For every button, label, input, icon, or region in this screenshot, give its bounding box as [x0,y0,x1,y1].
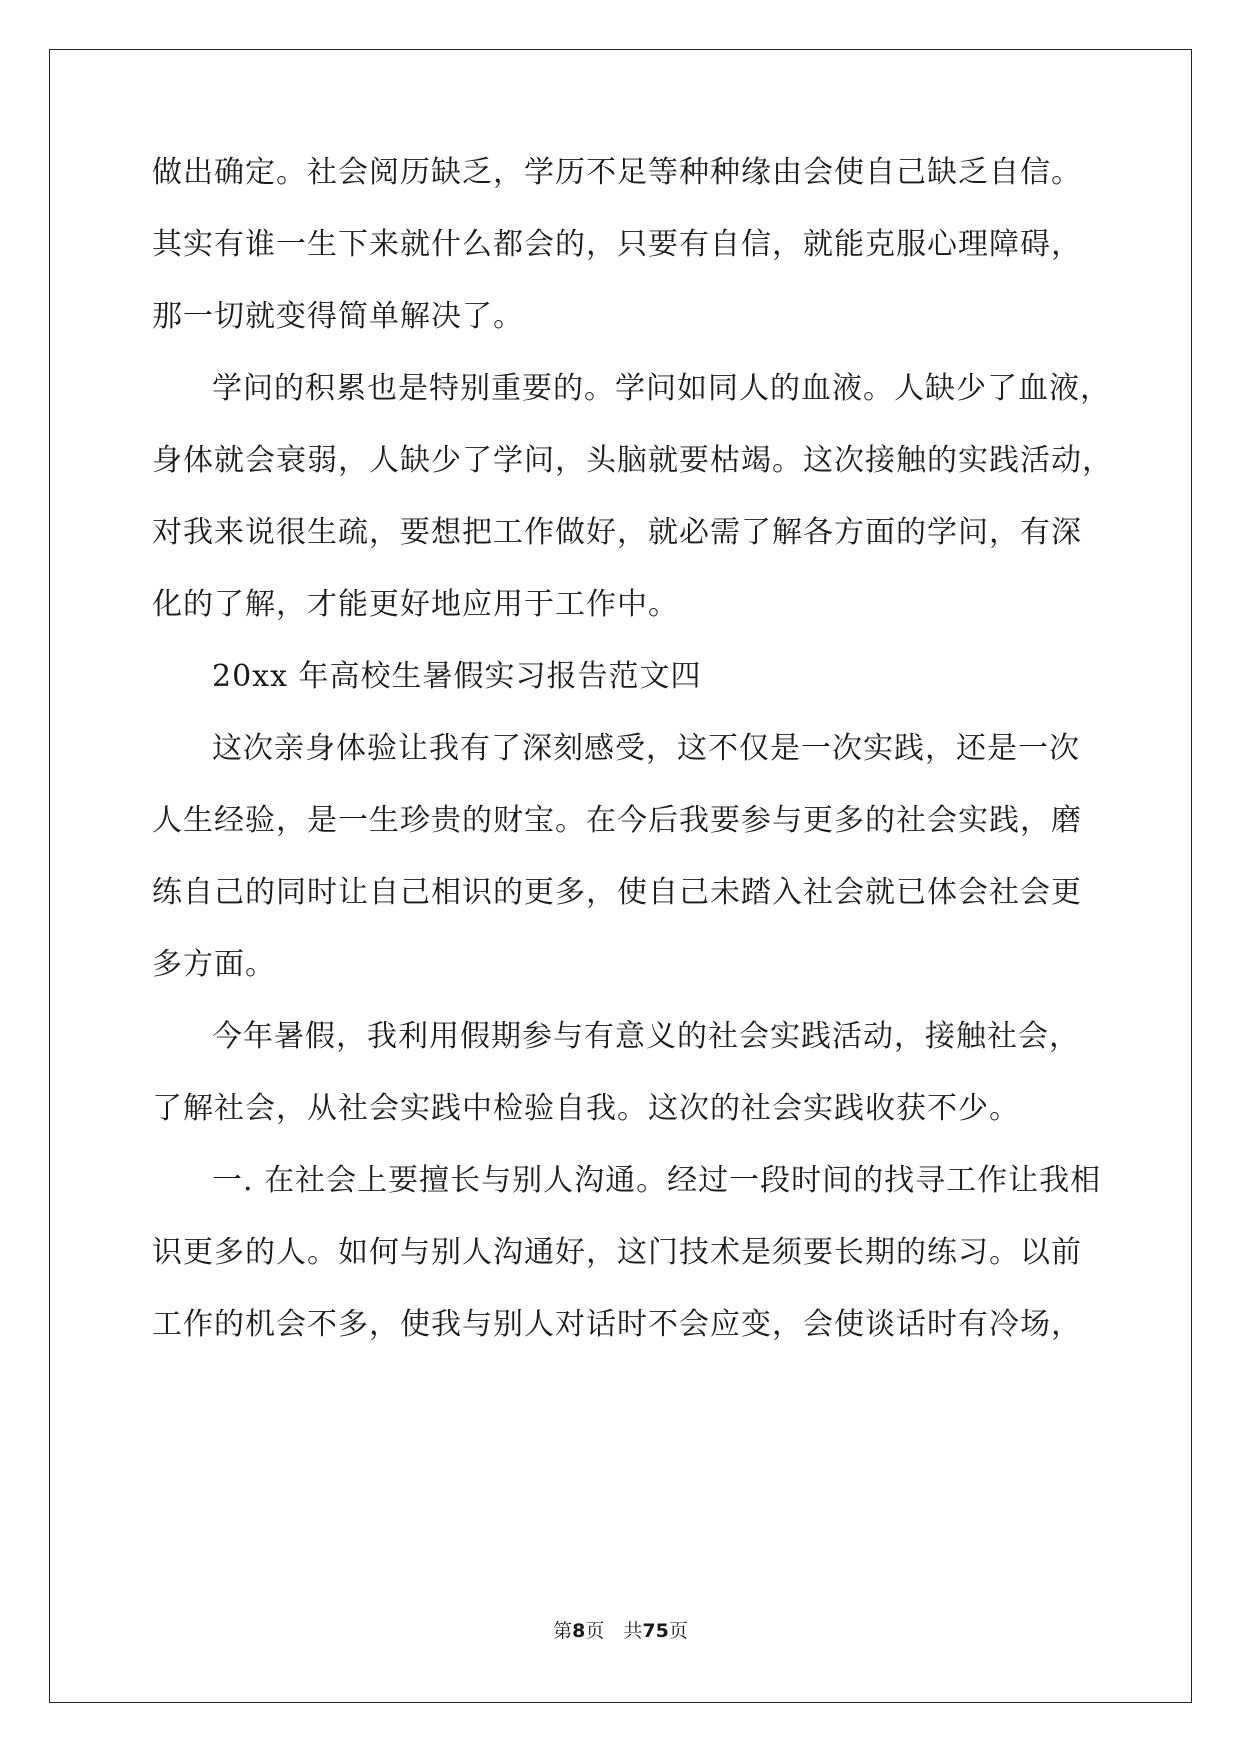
page-number-footer [0,1619,1241,1643]
total-page-count: 75 [642,1620,669,1642]
text-line: 做出确定。社会阅历缺乏，学历不足等种种缘由会使自己缺乏自信。 [152,155,1082,190]
section-heading: 20xx 年高校生暑假实习报告范文四 [212,659,702,694]
text-line: 化的了解，才能更好地应用于工作中。 [152,587,679,622]
current-page-number: 8 [572,1620,586,1642]
text-line: 其实有谁一生下来就什么都会的，只要有自信，就能克服心理障碍， [152,227,1082,262]
text-line: 人生经验，是一生珍贵的财宝。在今后我要参与更多的社会实践，磨 [152,803,1082,838]
paragraph-start: 今年暑假，我利用假期参与有意义的社会实践活动，接触社会， [212,1019,1080,1054]
text-line: 练自己的同时让自己相识的更多，使自己未踏入社会就已体会社会更 [152,875,1082,910]
paragraph-start: 一. 在社会上要擅长与别人沟通。经过一段时间的找寻工作让我相 [212,1163,1102,1198]
text-line: 了解社会，从社会实践中检验自我。这次的社会实践收获不少。 [152,1091,1020,1126]
text-line: 多方面。 [152,947,276,982]
text-line: 对我来说很生疏，要想把工作做好，就必需了解各方面的学问，有深 [152,515,1082,550]
text-line: 识更多的人。如何与别人沟通好，这门技术是须要长期的练习。以前 [152,1235,1082,1270]
page-mid: 页 共 [585,1620,643,1642]
page-prefix: 第 [553,1620,573,1642]
page-suffix: 页 [668,1620,688,1642]
text-line: 工作的机会不多，使我与别人对话时不会应变，会使谈话时有冷场， [152,1307,1082,1342]
text-line: 那一切就变得简单解决了。 [152,299,524,334]
paragraph-start: 这次亲身体验让我有了深刻感受，这不仅是一次实践，还是一次 [212,731,1080,766]
text-line: 身体就会衰弱，人缺少了学问，头脑就要枯竭。这次接触的实践活动， [152,443,1113,478]
paragraph-start: 学问的积累也是特别重要的。学问如同人的血液。人缺少了血液， [212,371,1111,406]
